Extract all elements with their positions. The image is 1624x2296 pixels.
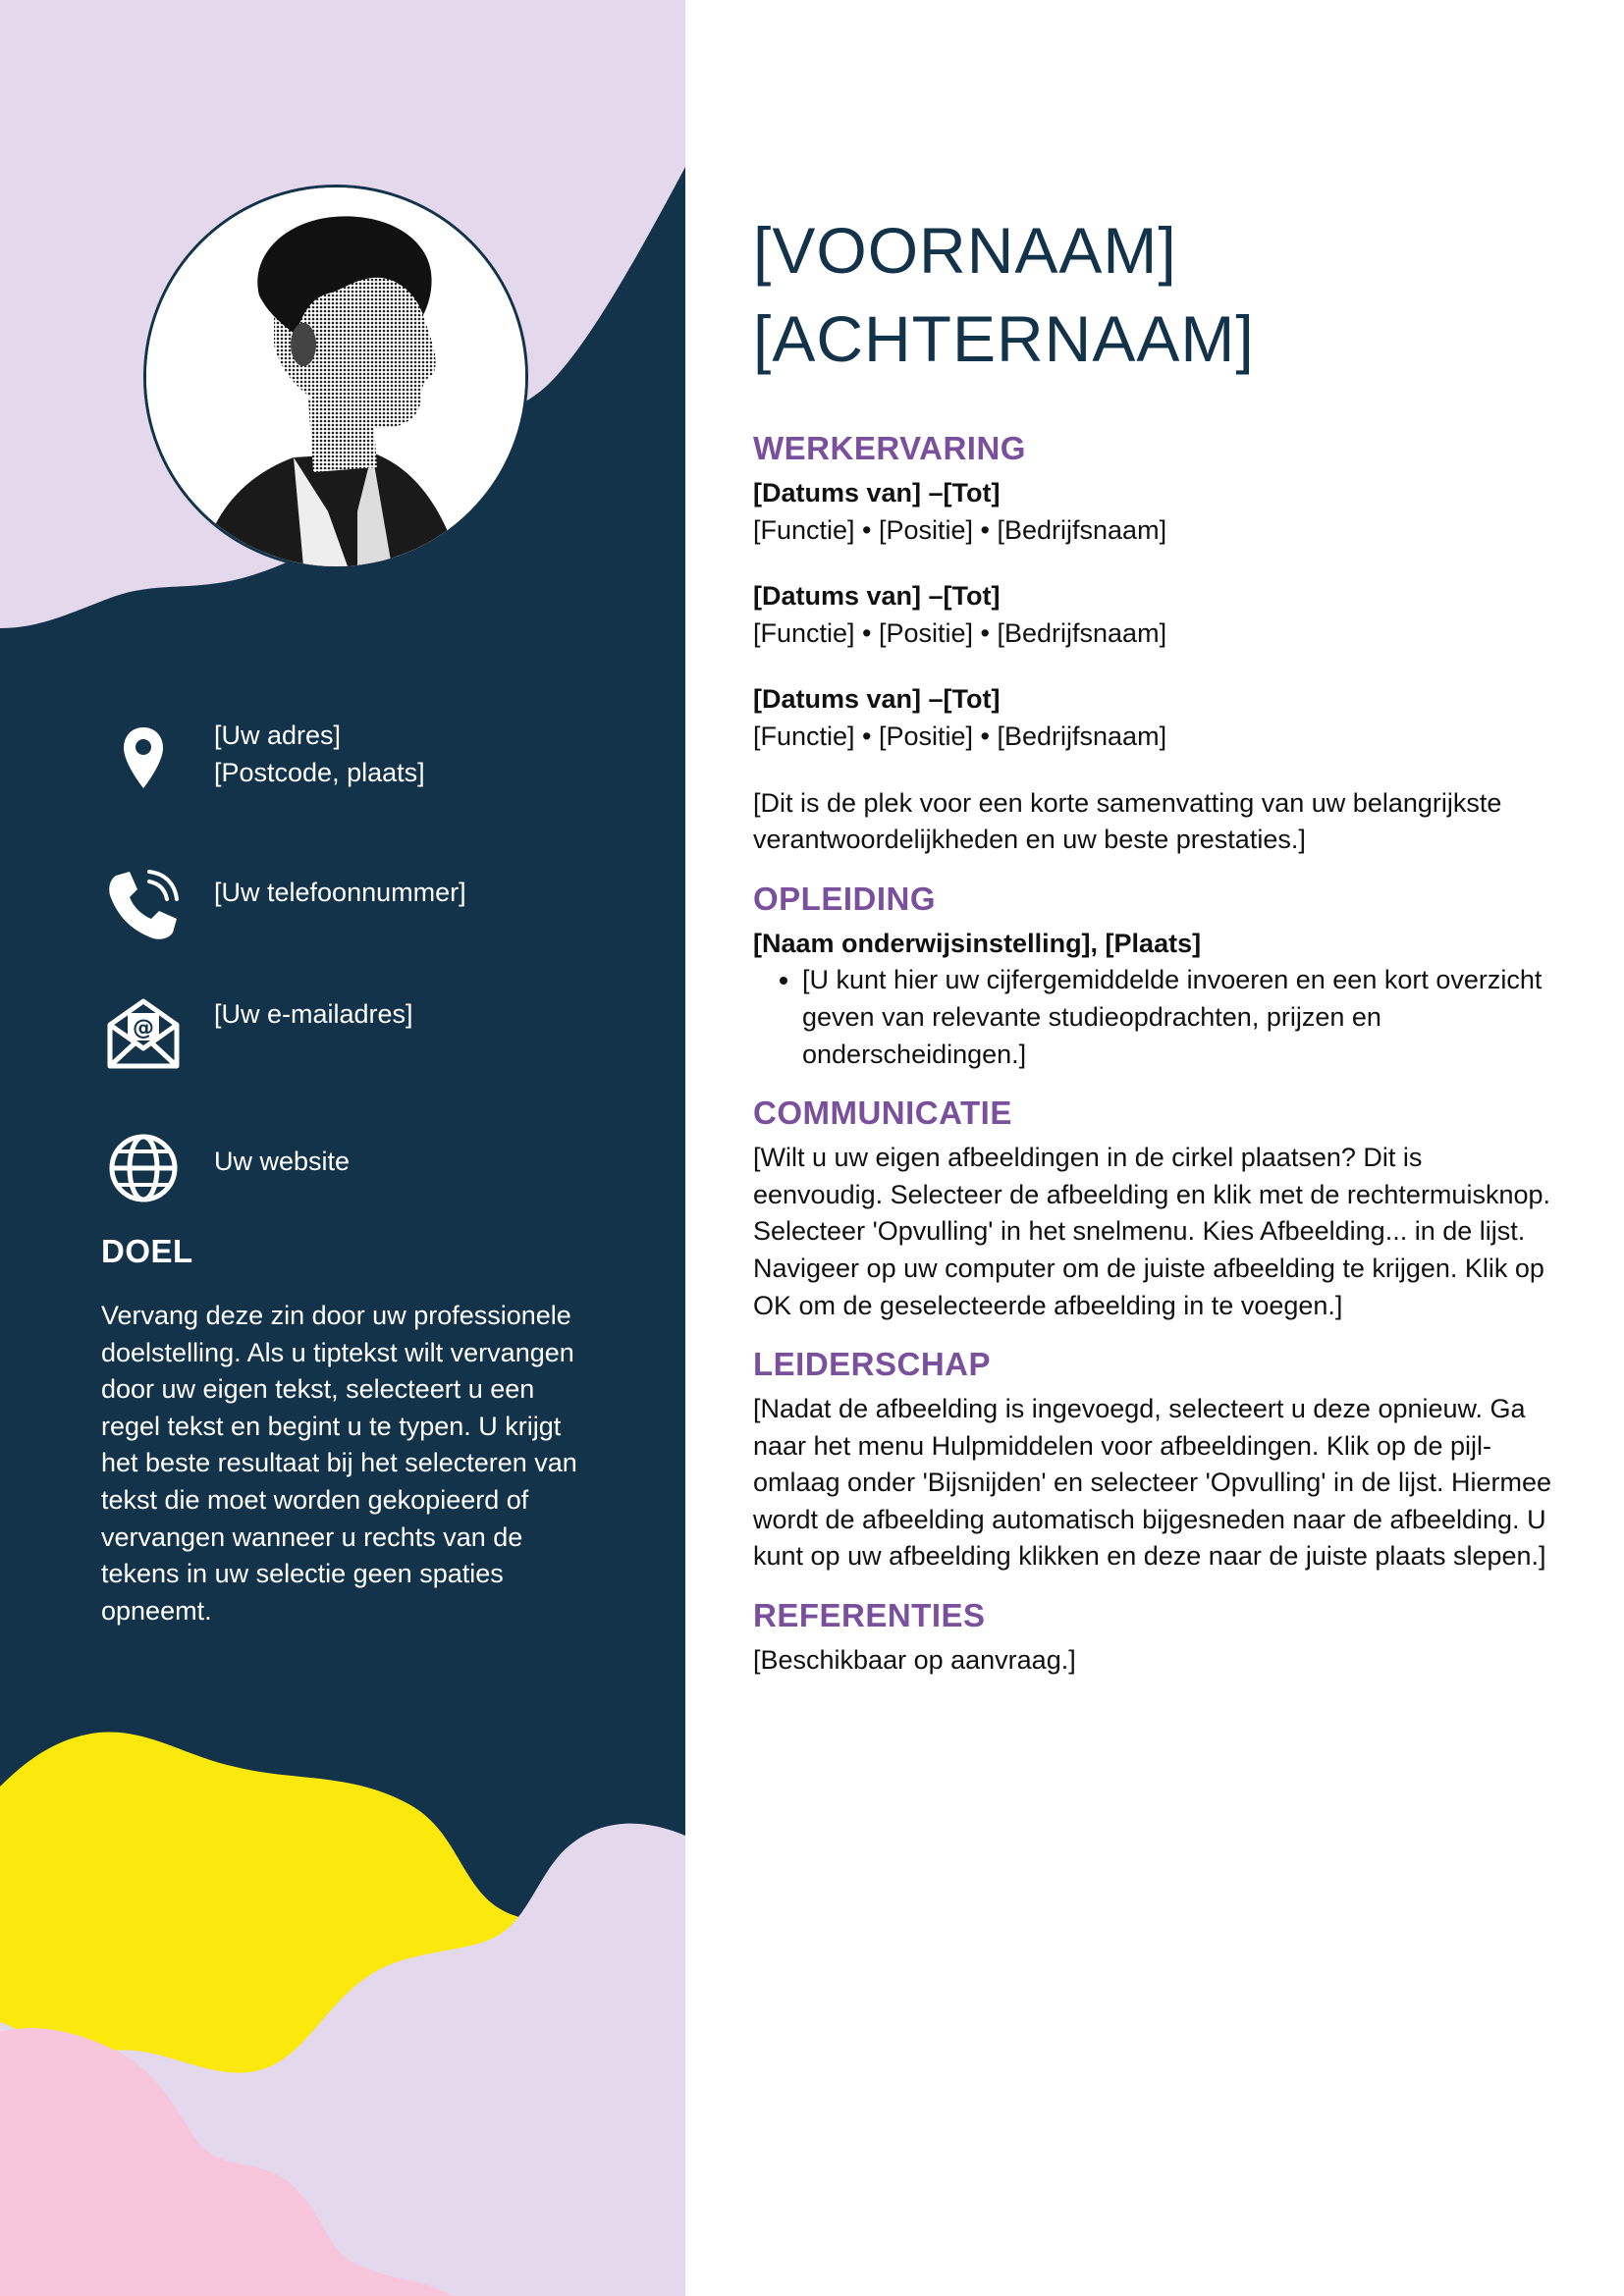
job-dates: [Datums van] –[Tot] <box>753 581 1001 612</box>
job-details: [Functie] • [Positie] • [Bedrijfsnaam] <box>753 721 1167 751</box>
first-name: [VOORNAAM] <box>753 214 1177 287</box>
education-institution: [Naam onderwijsinstelling], [Plaats] <box>753 928 1202 958</box>
main-content <box>753 206 1558 1680</box>
contact-address <box>102 717 425 799</box>
job-details: [Functie] • [Positie] • [Bedrijfsnaam] <box>753 617 1167 648</box>
education-heading: OPLEIDING <box>753 880 937 917</box>
job-entry <box>753 578 1558 652</box>
communication-heading: COMMUNICATIE <box>753 1095 1012 1132</box>
website-text[interactable]: Uw website <box>214 1147 351 1176</box>
phone-text: [Uw telefoonnummer] <box>214 878 466 907</box>
phone-icon <box>102 864 185 946</box>
leadership-heading: LEIDERSCHAP <box>753 1346 992 1383</box>
job-entry <box>753 681 1558 755</box>
sidebar <box>0 0 685 2296</box>
email-text: [Uw e-mailadres] <box>214 999 413 1029</box>
svg-text:@: @ <box>133 1016 154 1041</box>
objective-text: Vervang deze zin door uw professionele doelstelling. Als u tiptekst wilt vervangen door uw eigen tekst, selecteert u een regel tekst en begint u te typen. U krijgt het beste resultaat bij het selecteren van tekst die moet worden gekopieerd of vervangen wanneer u rechts van de tekens in uw selectie geen spaties opneemt. <box>101 1301 577 1626</box>
last-name: [ACHTERNAAM] <box>753 302 1255 375</box>
education-section <box>753 881 1558 1073</box>
experience-section <box>753 430 1558 859</box>
address-line-2: [Postcode, plaats] <box>214 758 425 787</box>
globe-icon <box>102 1127 185 1209</box>
references-heading: REFERENTIES <box>753 1597 986 1634</box>
contact-website <box>102 1127 351 1209</box>
communication-text: [Wilt u uw eigen afbeeldingen in de cirkel plaatsen? Dit is eenvoudig. Selecteer de afbeelding en klik met de rechtermuisknop. Selecteer 'Opvulling' in het snelmenu. Kies Afbeelding... in de lijst. Navigeer op uw computer om de juiste afbeelding te krijgen. Klik op OK om de geselecteerde afbeelding in te voegen.] <box>753 1143 1550 1320</box>
objective-heading: DOEL <box>101 1233 193 1269</box>
contact-email <box>102 991 413 1074</box>
experience-summary: [Dit is de plek voor een korte samenvatting van uw belangrijkste verantwoordelijkheden en uw beste prestaties.] <box>753 787 1502 855</box>
leadership-section <box>753 1346 1558 1575</box>
location-pin-icon <box>102 717 185 799</box>
profile-photo[interactable] <box>143 185 528 569</box>
address-text <box>214 717 425 791</box>
job-details: [Functie] • [Positie] • [Bedrijfsnaam] <box>753 514 1167 545</box>
full-name <box>753 206 1558 383</box>
education-list <box>753 962 1558 1073</box>
address-line-1: [Uw adres] <box>214 721 342 750</box>
experience-heading: WERKERVARING <box>753 430 1026 466</box>
profile-silhouette-icon <box>146 187 525 566</box>
communication-section <box>753 1095 1558 1324</box>
list-item: • [U kunt hier uw cijfergemiddelde invoeren en een kort overzicht geven van relevante studieopdrachten, prijzen en onderscheidingen.] <box>802 962 1558 1073</box>
envelope-icon <box>102 991 185 1074</box>
leadership-text: [Nadat de afbeelding is ingevoegd, selecteert u deze opnieuw. Ga naar het menu Hulpmiddelen voor afbeeldingen. Klik op de pijl-omlaag onder 'Bijsnijden' en selecteer 'Opvulling' in de lijst. Hiermee wordt de afbeelding automatisch bijgesneden naar de afbeelding. U kunt op uw afbeelding klikken en deze naar de juiste plaats slepen.] <box>753 1394 1552 1572</box>
job-dates: [Datums van] –[Tot] <box>753 684 1001 715</box>
job-entry <box>753 475 1558 549</box>
job-dates: [Datums van] –[Tot] <box>753 478 1001 507</box>
contact-phone <box>102 864 466 946</box>
references-section <box>753 1597 1558 1680</box>
references-text: [Beschikbaar op aanvraag.] <box>753 1645 1076 1676</box>
